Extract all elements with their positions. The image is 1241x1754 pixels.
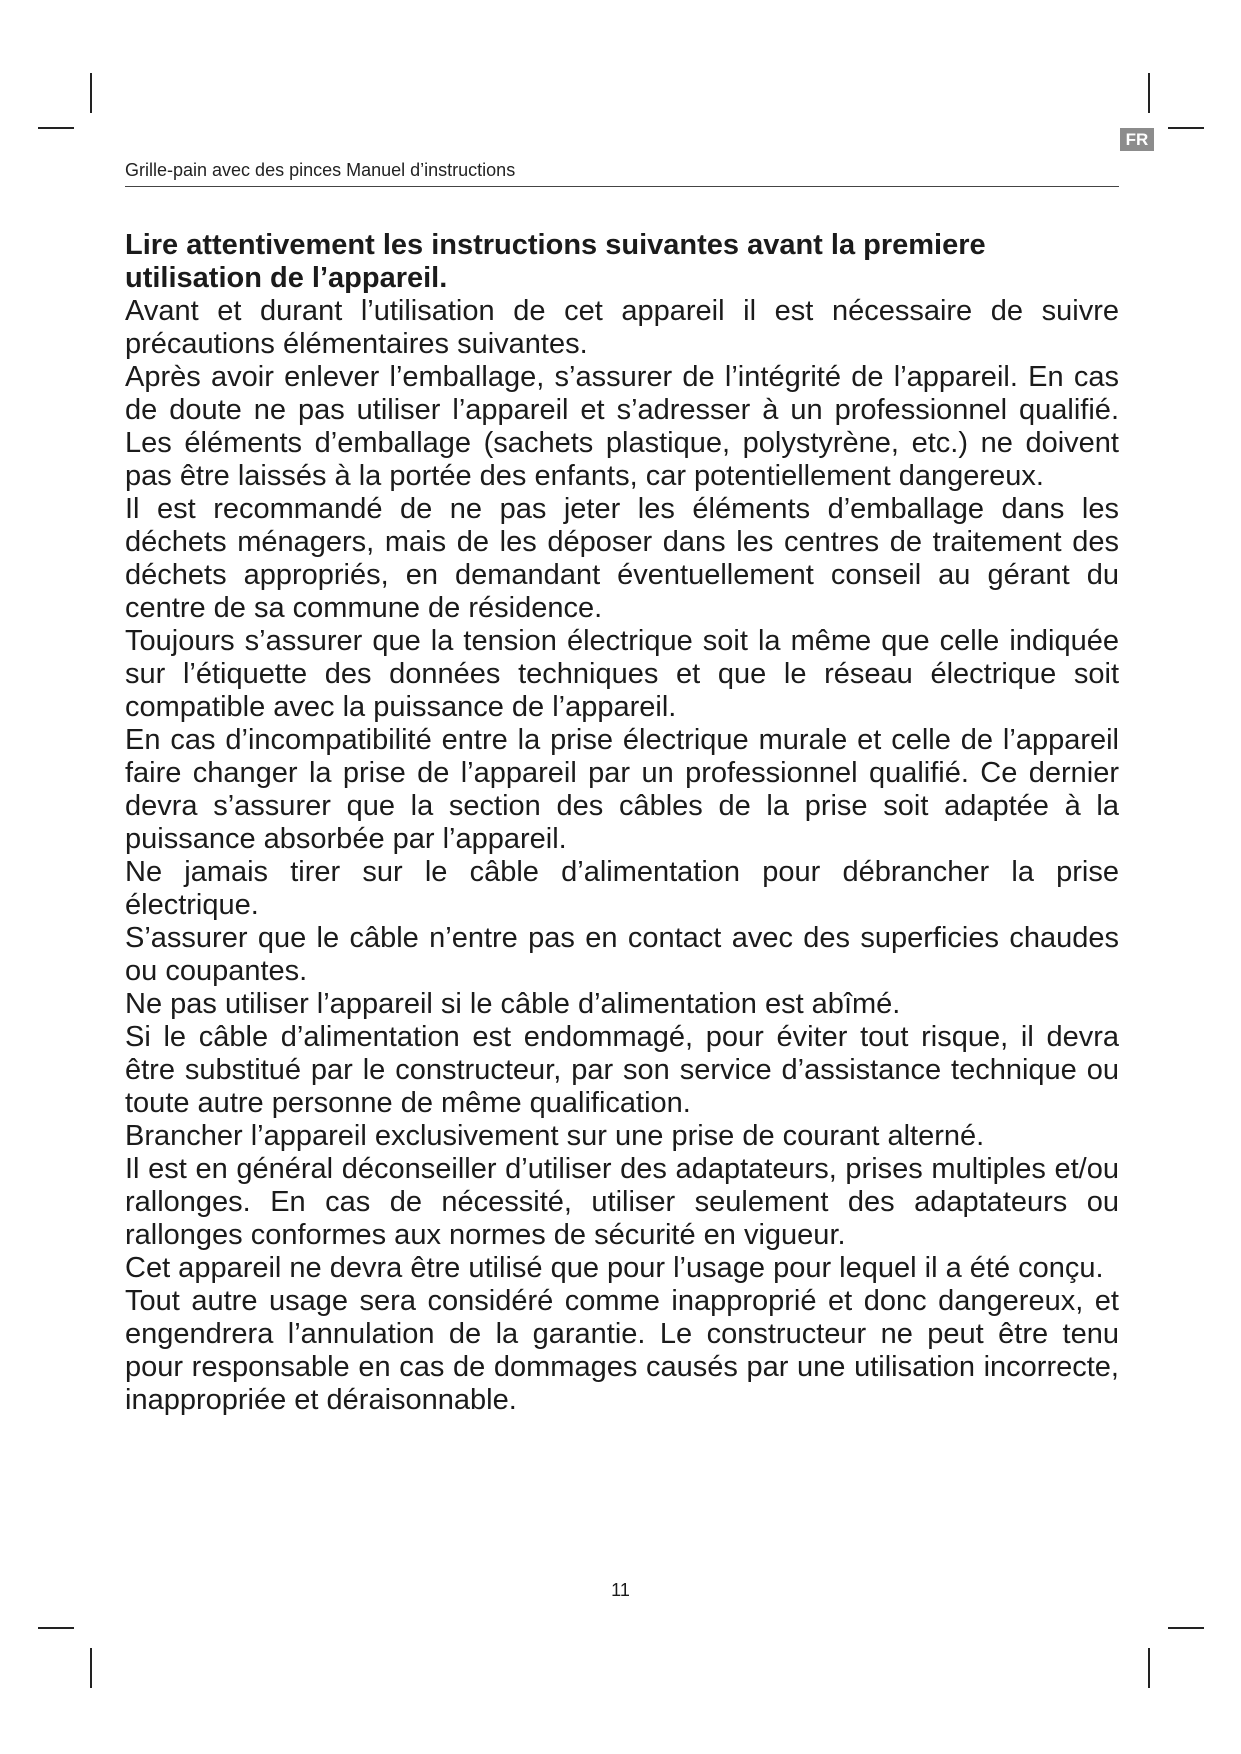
crop-mark-top-left-horizontal <box>38 127 74 129</box>
language-badge: FR <box>1120 128 1154 151</box>
crop-mark-top-right-vertical <box>1148 73 1150 113</box>
crop-mark-bottom-right-horizontal <box>1168 1627 1204 1629</box>
paragraph-10: Brancher l’appareil exclusivement sur une prise de courant alterné. <box>125 1120 985 1152</box>
paragraph-9: Si le câble d’alimentation est endommagé, pour éviter tout risque, il devra être substitué par le constructeur, par son service d’assistance technique ou toute autre personne de même qualification. <box>125 1021 1119 1119</box>
header-divider <box>125 186 1119 187</box>
crop-mark-top-left-vertical <box>90 73 92 113</box>
page-number: 11 <box>611 1580 630 1600</box>
paragraph-13: Tout autre usage sera considéré comme inapproprié et donc dangereux, et engendrera l’annulation de la garantie. Le constructeur ne peut être tenu pour responsable en cas de dommages causés par une utilisation incorrecte, inappropriée et déraisonnable. <box>125 1285 1119 1416</box>
crop-mark-bottom-left-vertical <box>90 1648 92 1688</box>
paragraph-12: Cet appareil ne devra être utilisé que pour l’usage pour lequel il a été conçu. <box>125 1252 1104 1284</box>
paragraph-11: Il est en général déconseiller d’utiliser des adaptateurs, prises multiples et/ou rallonges. En cas de nécessité, utiliser seulement des adaptateurs ou rallonges conformes aux normes de sécurité en vigueur. <box>125 1153 1119 1251</box>
crop-mark-top-right-horizontal <box>1168 127 1204 129</box>
crop-mark-bottom-left-horizontal <box>38 1627 74 1629</box>
paragraph-5: En cas d’incompatibilité entre la prise électrique murale et celle de l’appareil faire changer la prise de l’appareil par un professionnel qualifié. Ce dernier devra s’assurer que la section des câbles de la prise soit adaptée à la puissance absorbée par l’appareil. <box>125 724 1119 855</box>
page-content <box>125 229 1119 1417</box>
paragraph-2: Après avoir enlever l’emballage, s’assurer de l’intégrité de l’appareil. En cas de doute ne pas utiliser l’appareil et s’adresser à un professionnel qualifié. Les éléments d’emballage (sachets plastique, polystyrène, etc.) ne doivent pas être laissés à la portée des enfants, car potentiellement dangereux. <box>125 361 1119 492</box>
document-header-title: Grille-pain avec des pinces Manuel d’instructions <box>125 160 516 180</box>
paragraph-4: Toujours s’assurer que la tension électrique soit la même que celle indiquée sur l’étiquette des données techniques et que le réseau électrique soit compatible avec la puissance de l’appareil. <box>125 625 1119 723</box>
paragraph-3: Il est recommandé de ne pas jeter les éléments d’emballage dans les déchets ménagers, mais de les déposer dans les centres de traitement des déchets appropriés, en demandant éventuellement conseil au gérant du centre de sa commune de résidence. <box>125 493 1119 624</box>
crop-mark-bottom-right-vertical <box>1148 1648 1150 1688</box>
paragraph-7: S’assurer que le câble n’entre pas en contact avec des superficies chaudes ou coupantes. <box>125 922 1119 987</box>
section-heading: Lire attentivement les instructions suivantes avant la premiere utilisation de l’appareil. <box>125 229 986 294</box>
paragraph-8: Ne pas utiliser l’appareil si le câble d’alimentation est abîmé. <box>125 988 901 1020</box>
paragraph-6: Ne jamais tirer sur le câble d’alimentation pour débrancher la prise électrique. <box>125 856 1119 921</box>
paragraph-1: Avant et durant l’utilisation de cet appareil il est nécessaire de suivre précautions élémentaires suivantes. <box>125 295 1119 360</box>
